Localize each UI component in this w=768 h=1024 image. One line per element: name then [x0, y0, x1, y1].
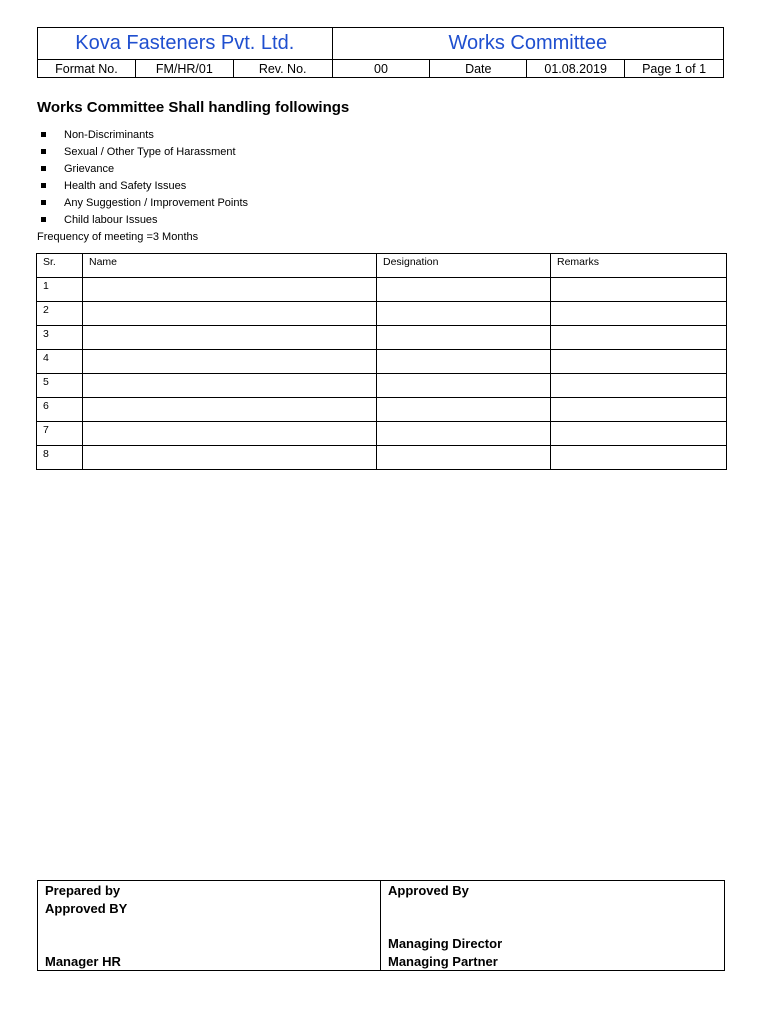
format-no-value: FM/HR/01: [135, 60, 233, 78]
list-item: [37, 162, 248, 179]
list-item: [37, 145, 248, 162]
section-heading: Works Committee Shall handling followings: [37, 99, 350, 116]
remarks-cell: [551, 374, 727, 398]
name-cell: [83, 422, 377, 446]
name-cell: [83, 350, 377, 374]
list-item-text: Any Suggestion / Improvement Points: [64, 197, 249, 209]
list-item: [37, 196, 248, 213]
managing-director-role: Managing Director: [388, 936, 503, 951]
designation-cell: [377, 422, 551, 446]
remarks-cell: [551, 326, 727, 350]
sr-cell: 1: [37, 278, 83, 302]
bullet-icon: [41, 166, 46, 171]
remarks-cell: [551, 446, 727, 470]
list-item-text: Grievance: [64, 163, 115, 175]
table-header-row: [37, 254, 727, 278]
designation-cell: [377, 350, 551, 374]
bullet-icon: [41, 200, 46, 205]
designation-cell: [377, 446, 551, 470]
table-row: [37, 374, 727, 398]
date-value: 01.08.2019: [527, 60, 625, 78]
list-item-text: Child labour Issues: [64, 214, 158, 226]
remarks-cell: [551, 398, 727, 422]
sr-cell: 3: [37, 326, 83, 350]
rev-no-label: Rev. No.: [233, 60, 332, 78]
remarks-cell: [551, 350, 727, 374]
name-cell: [83, 446, 377, 470]
designation-cell: [377, 278, 551, 302]
designation-cell: [377, 398, 551, 422]
remarks-cell: [551, 302, 727, 326]
sr-cell: 6: [37, 398, 83, 422]
column-header-sr: Sr.: [37, 254, 83, 278]
manager-hr-role: Manager HR: [45, 954, 121, 969]
rev-no-value: 00: [332, 60, 430, 78]
designation-cell: [377, 302, 551, 326]
table-row: [37, 326, 727, 350]
column-header-designation: Designation: [377, 254, 551, 278]
table-row: [37, 398, 727, 422]
bullet-icon: [41, 132, 46, 137]
table-row: [37, 302, 727, 326]
sr-cell: 5: [37, 374, 83, 398]
date-label: Date: [430, 60, 527, 78]
column-header-remarks: Remarks: [551, 254, 727, 278]
sr-cell: 4: [37, 350, 83, 374]
company-name: Kova Fasteners Pvt. Ltd.: [38, 28, 333, 60]
list-item-text: Sexual / Other Type of Harassment: [64, 146, 236, 158]
designation-cell: [377, 326, 551, 350]
designation-cell: [377, 374, 551, 398]
name-cell: [83, 374, 377, 398]
bullet-icon: [41, 149, 46, 154]
table-row: [37, 350, 727, 374]
prepared-by-cell: [38, 881, 381, 971]
document-title: Works Committee: [332, 28, 723, 60]
name-cell: [83, 278, 377, 302]
list-item-text: Health and Safety Issues: [64, 180, 187, 192]
remarks-cell: [551, 278, 727, 302]
list-item: [37, 128, 248, 145]
committee-members-table: [36, 253, 727, 470]
managing-partner-role: Managing Partner: [388, 954, 498, 969]
page-number: Page 1 of 1: [625, 60, 724, 78]
name-cell: [83, 302, 377, 326]
document-header: [37, 27, 724, 78]
prepared-by-label: Prepared by: [45, 883, 121, 898]
list-item: [37, 179, 248, 196]
meeting-frequency: Frequency of meeting =3 Months: [37, 231, 199, 243]
table-row: [37, 422, 727, 446]
column-header-name: Name: [83, 254, 377, 278]
format-no-label: Format No.: [38, 60, 136, 78]
responsibility-list: [37, 128, 248, 230]
remarks-cell: [551, 422, 727, 446]
signoff-table: [37, 880, 725, 971]
bullet-icon: [41, 217, 46, 222]
table-row: [37, 278, 727, 302]
sr-cell: 2: [37, 302, 83, 326]
list-item: [37, 213, 248, 230]
approved-by-label: Approved BY: [45, 901, 128, 916]
approved-by-label: Approved By: [388, 883, 469, 898]
name-cell: [83, 326, 377, 350]
sr-cell: 8: [37, 446, 83, 470]
name-cell: [83, 398, 377, 422]
sr-cell: 7: [37, 422, 83, 446]
bullet-icon: [41, 183, 46, 188]
table-row: [37, 446, 727, 470]
list-item-text: Non-Discriminants: [64, 129, 154, 141]
approved-by-cell: [381, 881, 725, 971]
